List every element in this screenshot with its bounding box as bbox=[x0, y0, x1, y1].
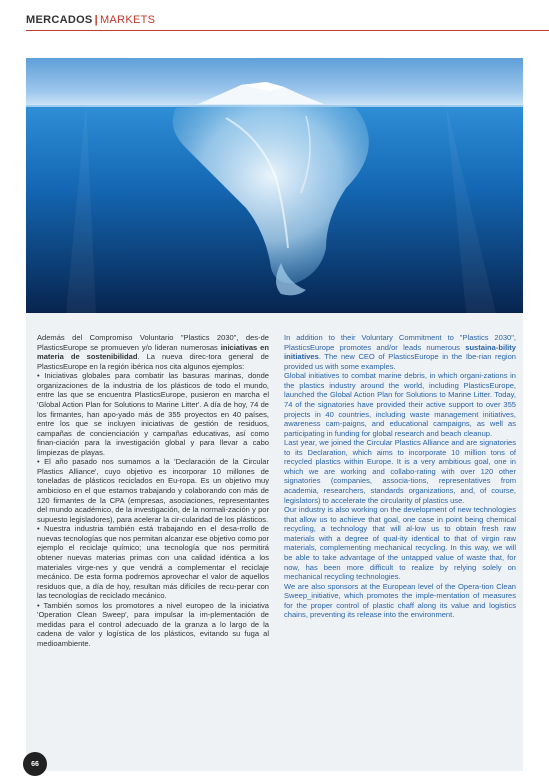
en-intro-highlight: sustaina-bility initiatives bbox=[284, 342, 516, 362]
es-paragraph-marine-litter: • Iniciativas globales para combatir las basuras marinas, donde organizaciones de la industria de los plásticos de todo el mundo, entre las que se encuentra PlasticsEurope, pusieron en marcha el 'Global Action Plan for Solutions to Marine Litter'. A día de hoy, 74 de los firmantes, han apo-yado más de 355 proyectos en 40 países, entre los que se incluyen iniciativas de gestión de residuos, campañas de concienciación y campañas educativas, así como finan-ciación para la investigación global y para llevar a cabo limpiezas de playas. bbox=[37, 371, 269, 457]
header-rule bbox=[26, 30, 549, 31]
section-title: MERCADOS bbox=[26, 14, 93, 26]
en-paragraph-marine-litter: Global initiatives to combat marine debris, in which organi-zations in the plastics industry around the world, including PlasticsEurope, launched the Global Action Plan for Solutions to Marine Litter. Today, 74 of the signatories have provided their active support to over 355 projects in 40 countries, including waste management initiatives, awareness cam-paigns, and educational campaigns, as well as participating in funding for global research and beach cleanup. bbox=[284, 371, 516, 438]
spanish-column bbox=[37, 333, 269, 649]
en-paragraph-chemical-recycling: Our industry is also working on the development of new technologies that allow us to achieve that goal, one case in point being chemical recycling, a technology that will al-low us to obtain fresh raw materials with a degree of qual-ity identical to that of virgin raw materials, complementing mechanical recycling. In this way, we will be able to take advantage of the untapped value of waste that, for now, has been more difficult to realize by relying solely on mechanical recycling technologies. bbox=[284, 505, 516, 582]
section-title-english: MARKETS bbox=[99, 14, 156, 26]
en-paragraph-circular-alliance: Last year, we joined the Circular Plastics Alliance and are signatories to its Declaration, which aims to incorporate 10 million tons of recycled plastics within Europe. It is a very ambitious goal, one in which we are working and collabo-rating with over 120 other signatories (companies, associa-tions, representatives from academia, researchers, standards organizations, and, of course, legislators) to accelerate the circularity of plastics use. bbox=[284, 438, 516, 505]
en-paragraph-clean-sweep: We are also sponsors at the European level of the Opera-tion Clean Sweep_initiative, which promotes the imple-mentation of measures for the proper control of plastic chaff along its value and logistics chains, preventing its release into the environment. bbox=[284, 581, 516, 620]
es-intro-text-end: . La nueva direc-tora general de PlasticsEurope en la región ibérica nos cita algunos ejemplos: bbox=[37, 352, 270, 371]
iceberg-plastic-bag-image bbox=[26, 58, 523, 313]
es-paragraph-intro bbox=[37, 333, 269, 371]
english-column bbox=[284, 333, 516, 620]
es-intro-text: Además del Compromiso Voluntario "Plastics 2030", des-de PlasticsEurope se promueven y/o lideran numerosas bbox=[37, 333, 269, 352]
en-intro-text: In addition to their Voluntary Commitment to "Plastics 2030", PlasticsEurope promotes and/or leads numerous bbox=[284, 333, 516, 352]
en-intro-text-end: . The new CEO of PlasticsEurope in the Ibe-rian region provided us with some examples. bbox=[284, 352, 516, 371]
es-paragraph-circular-alliance: • El año pasado nos sumamos a la 'Declaración de la Circular Plastics Alliance', cuyo objetivo es incorporar 10 millones de toneladas de plásticos reciclados en Eu-ropa. Es un objetivo muy ambicioso en el que estamos trabajando y colaborando con más de 120 firmantes de la CPA (empresas, asociaciones, representantes del mundo académico, de la investigación, de la normali-zación y por supuesto legisladores), para acelerar la cir-cularidad de los plásticos. bbox=[37, 457, 269, 524]
es-paragraph-chemical-recycling: • Nuestra industria también está trabajando en el desa-rrollo de nuevas tecnologías que nos permitan alcanzar ese objetivo como por ejemplo el reciclaje químico; una tecnología que nos permitirá obtener nuevas materias primas con una calidad idéntica a los materiales virge-nes y que vendrá a complementar el reciclaje mecánico. De esta forma podremos aprovechar el valor de aquellos residuos que, a día de hoy, resultan más difíciles de recu-perar con las tecnologías de reciclado mecánico. bbox=[37, 524, 269, 601]
es-paragraph-clean-sweep: • También somos los promotores a nivel europeo de la iniciativa 'Operation Clean Sweep', para impulsar la im-plementación de medidas para el control adecuado de la granza a lo largo de la cadena de valor y logística de los plásticos, evitando su fuga al medioambiente. bbox=[37, 600, 269, 648]
en-paragraph-intro bbox=[284, 333, 516, 371]
page-number: 66 bbox=[23, 752, 47, 776]
es-intro-highlight: iniciativas en materia de sostenibilidad bbox=[37, 342, 269, 362]
section-header bbox=[26, 14, 155, 26]
header-separator: | bbox=[94, 14, 98, 26]
